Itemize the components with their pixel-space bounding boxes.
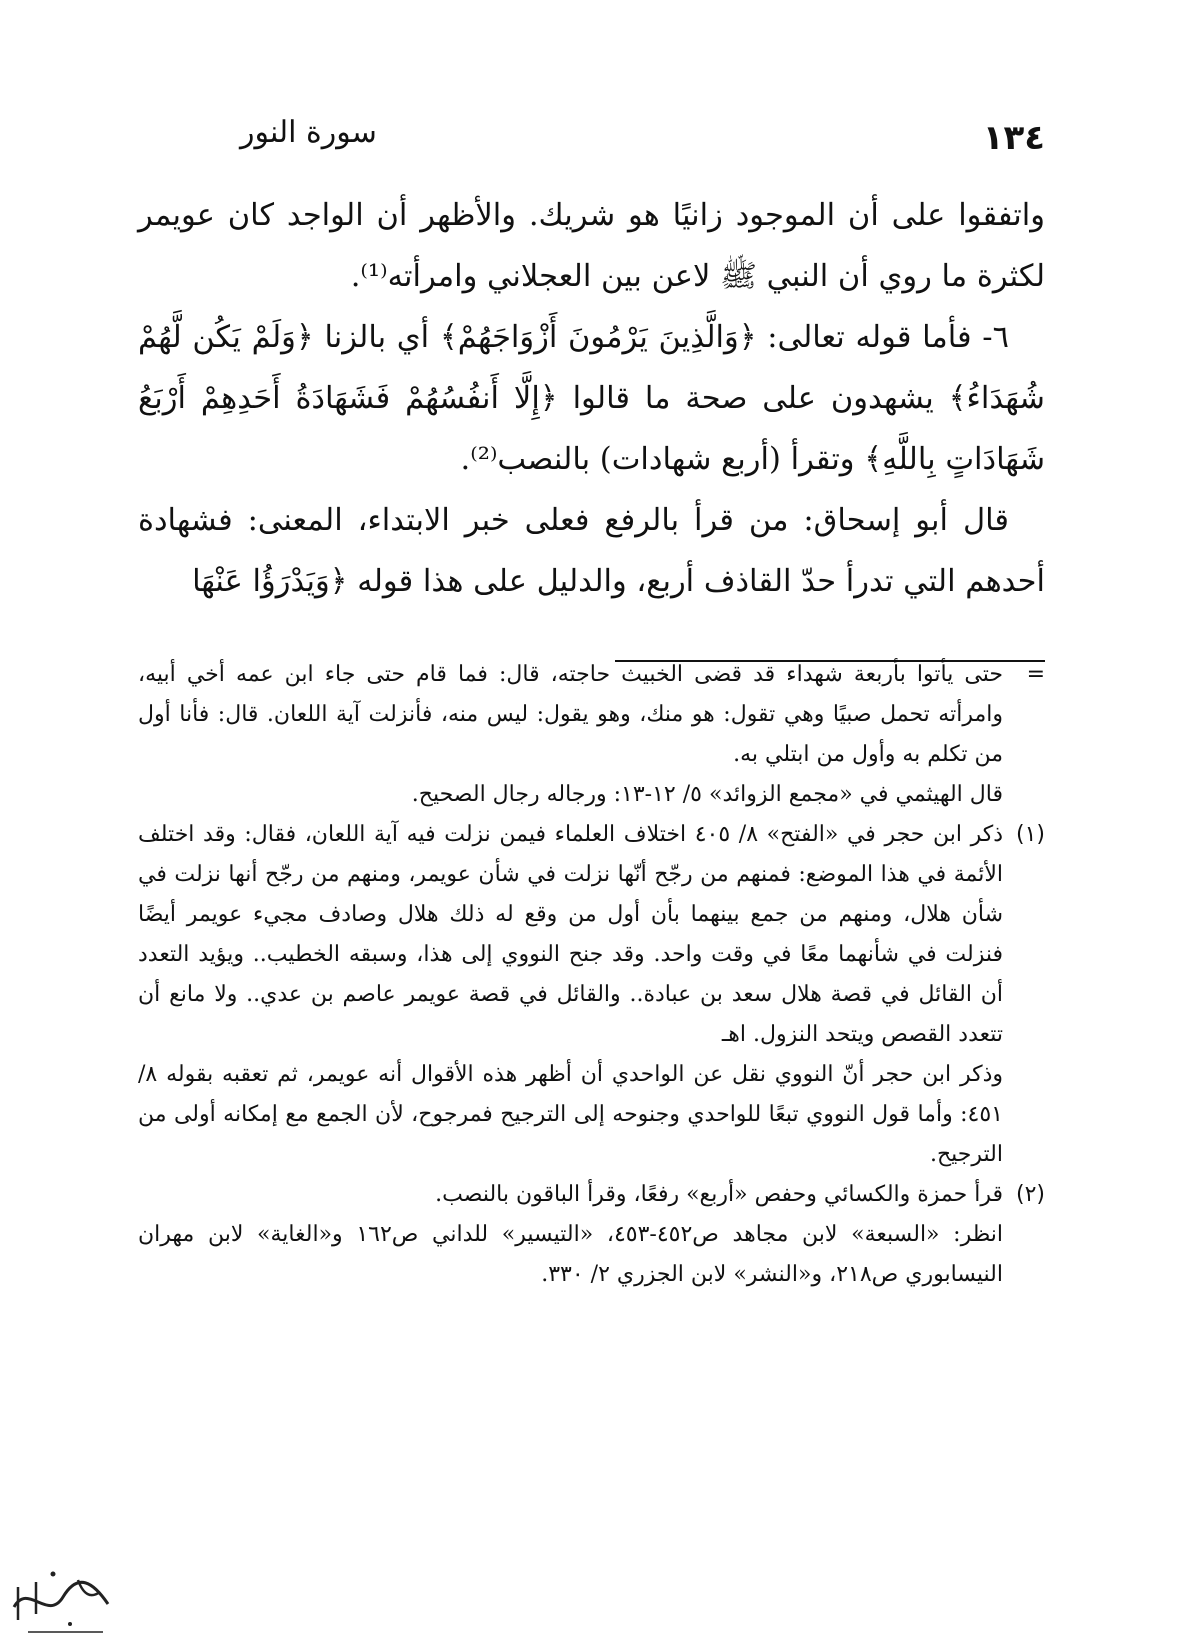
main-paragraph: قال أبو إسحاق: من قرأ بالرفع فعلى خبر الابتداء، المعنى: فشهادة أحدهم التي تدرأ حدّ القاذف أربع، والدليل على هذا قوله ﴿وَيَدْرَؤُا عَنْهَا (138, 503, 1045, 599)
main-paragraph: ٦- فأما قوله تعالى: ﴿وَالَّذِينَ يَرْمُونَ أَزْوَاجَهُمْ﴾ أي بالزنا ﴿وَلَمْ يَكُن لَّهُمْ شُهَدَاءُ﴾ يشهدون على صحة ما قالوا ﴿إِلَّا أَنفُسُهُمْ فَشَهَادَةُ أَحَدِهِمْ أَرْبَعُ شَهَادَاتٍ بِاللَّهِ﴾ وتقرأ (أربع شهادات) بالنصب⁽²⁾. (138, 320, 1045, 477)
footnote-marker (1003, 1055, 1045, 1175)
footnote (138, 655, 1045, 775)
footnote-marker (1003, 775, 1045, 815)
footnote-marker: (١) (1015, 822, 1045, 847)
footnote (138, 1055, 1045, 1175)
page-number: ١٣٤ (982, 118, 1045, 158)
footnotes (138, 655, 1045, 1295)
footnote-marker: (٢) (1015, 1182, 1045, 1207)
main-paragraph: واتفقوا على أن الموجود زانيًا هو شريك. والأظهر أن الواجد كان عويمر لكثرة ما روي أن النبي ﷺ لاعن بين العجلاني وامرأته⁽¹⁾. (138, 198, 1045, 294)
footnote (138, 1215, 1045, 1295)
page-header (160, 100, 1045, 160)
footnote-marker: = (1026, 662, 1045, 687)
running-title: سورة النور (240, 115, 377, 150)
footnote-text: انظر: «السبعة» لابن مجاهد ص٤٥٢-٤٥٣، «التيسير» للداني ص١٦٢ و«الغاية» لابن مهران النيسابوري ص٢١٨، و«النشر» لابن الجزري ٢/ ٣٣٠. (138, 1222, 1004, 1287)
footnote-text: قال الهيثمي في «مجمع الزوائد» ٥/ ١٢-١٣: ورجاله رجال الصحيح. (411, 782, 1003, 807)
footnote-text: قرأ حمزة والكسائي وحفص «أربع» رفعًا، وقرأ الباقون بالنصب. (435, 1182, 1003, 1207)
main-text (138, 185, 1045, 612)
footnote (138, 775, 1045, 815)
footnote-marker (1003, 1215, 1045, 1295)
logo-dot (51, 1572, 56, 1577)
footnote-text: حتى يأتوا بأربعة شهداء قد قضى الخبيث حاجته، قال: فما قام حتى جاء ابن عمه أخي أبيه، وامرأته تحمل صبيًا وهي تقول: هو منك، وهو يقول: ليس منه، فأنزلت آية اللعان. قال: فأنا أول من تكلم به وأول من ابتلي به. (138, 662, 1003, 767)
footnote-text: ذكر ابن حجر في «الفتح» ٨/ ٤٠٥ اختلاف العلماء فيمن نزلت فيه آية اللعان، فقال: وقد اختلف الأئمة في هذا الموضع: فمنهم من رجّح أنّها نزلت في شأن عويمر، ومنهم من رجّح أنها نزلت في شأن هلال، ومنهم من جمع بينهما بأن أول من وقع له ذلك هلال وصادف مجيء عويمر أيضًا فنزلت في شأنهما معًا في وقت واحد. وقد جنح النووي إلى هذا، وسبقه الخطيب.. ويؤيد التعدد أن القائل في قصة هلال سعد بن عبادة.. والقائل في قصة عويمر عاصم بن عدي.. ولا مانع أن تتعدد القصص ويتحد النزول. اهـ (138, 822, 1004, 1047)
footnote-text: وذكر ابن حجر أنّ النووي نقل عن الواحدي أن أظهر هذه الأقوال أنه عويمر، ثم تعقبه بقوله ٨/ ٤٥١: وأما قول النووي تبعًا للواحدي وجنوحه إلى الترجيح فمرجوح، لأن الجمع مع إمكانه أولى من الترجيح. (138, 1062, 1003, 1167)
watermark-logo (8, 1552, 118, 1642)
footnote (138, 1175, 1045, 1215)
footnote (138, 815, 1045, 1055)
logo-dot (68, 1622, 72, 1626)
